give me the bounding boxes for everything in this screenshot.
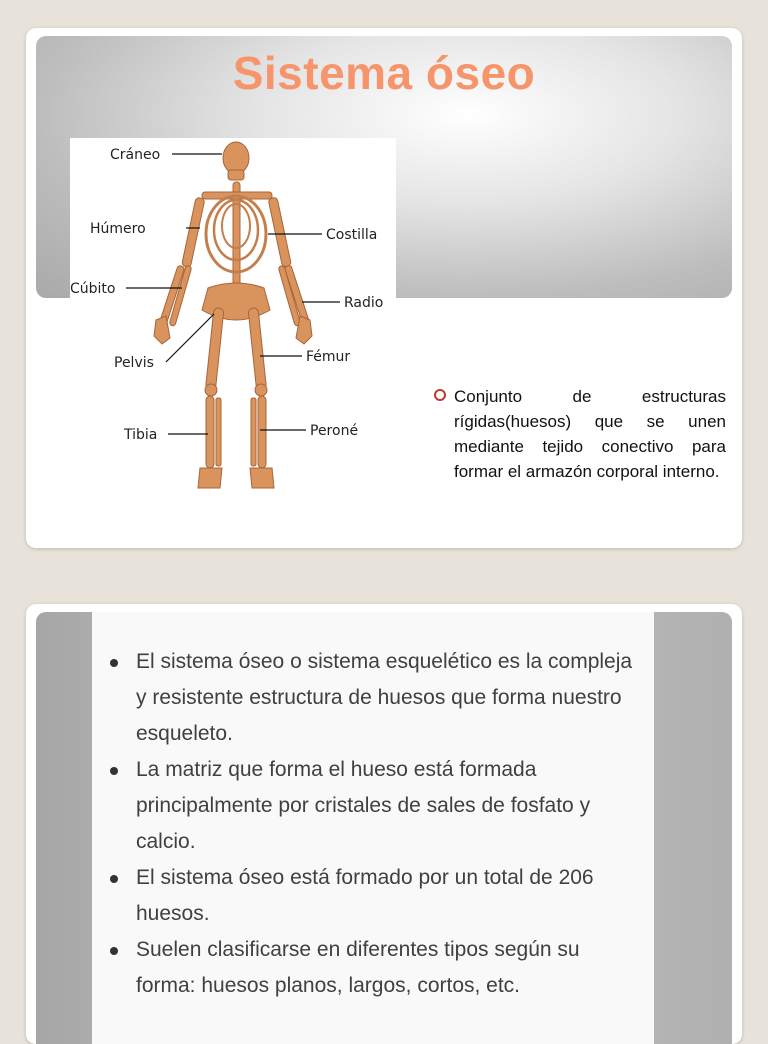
definition-text: Conjunto de estructuras rígidas(huesos) que se unen mediante tejido conectivo para formar el armazón corporal interno. [454,387,726,481]
slide-2-banner [36,612,732,1044]
list-item: El sistema óseo o sistema esquelético es la compleja y resistente estructura de huesos que forma nuestro esqueleto. [136,644,642,752]
circle-bullet-icon [434,389,446,401]
label-cubito: Cúbito [70,281,116,297]
list-item: La matriz que forma el hueso está formada principalmente por cristales de sales de fosfato y calcio. [136,752,642,860]
label-craneo: Cráneo [110,147,161,163]
label-humero: Húmero [90,221,146,237]
label-perone: Peroné [310,423,359,439]
label-femur: Fémur [306,349,351,365]
list-item: El sistema óseo está formado por un total de 206 huesos. [136,860,642,932]
skeleton-illustration [70,138,396,490]
skeleton-diagram [70,138,396,490]
label-pelvis: Pelvis [114,355,154,371]
definition-bullet [434,384,726,484]
slide-2 [26,604,742,1044]
text-panel [92,612,654,1044]
label-costilla: Costilla [326,227,378,243]
slide-title: Sistema óseo [232,47,536,99]
list-item: Suelen clasificarse en diferentes tipos según su forma: huesos planos, largos, cortos, etc. [136,932,642,1004]
slide-1 [26,28,742,548]
label-radio: Radio [344,295,384,311]
facts-list [92,612,654,1004]
label-tibia: Tibia [124,427,158,443]
